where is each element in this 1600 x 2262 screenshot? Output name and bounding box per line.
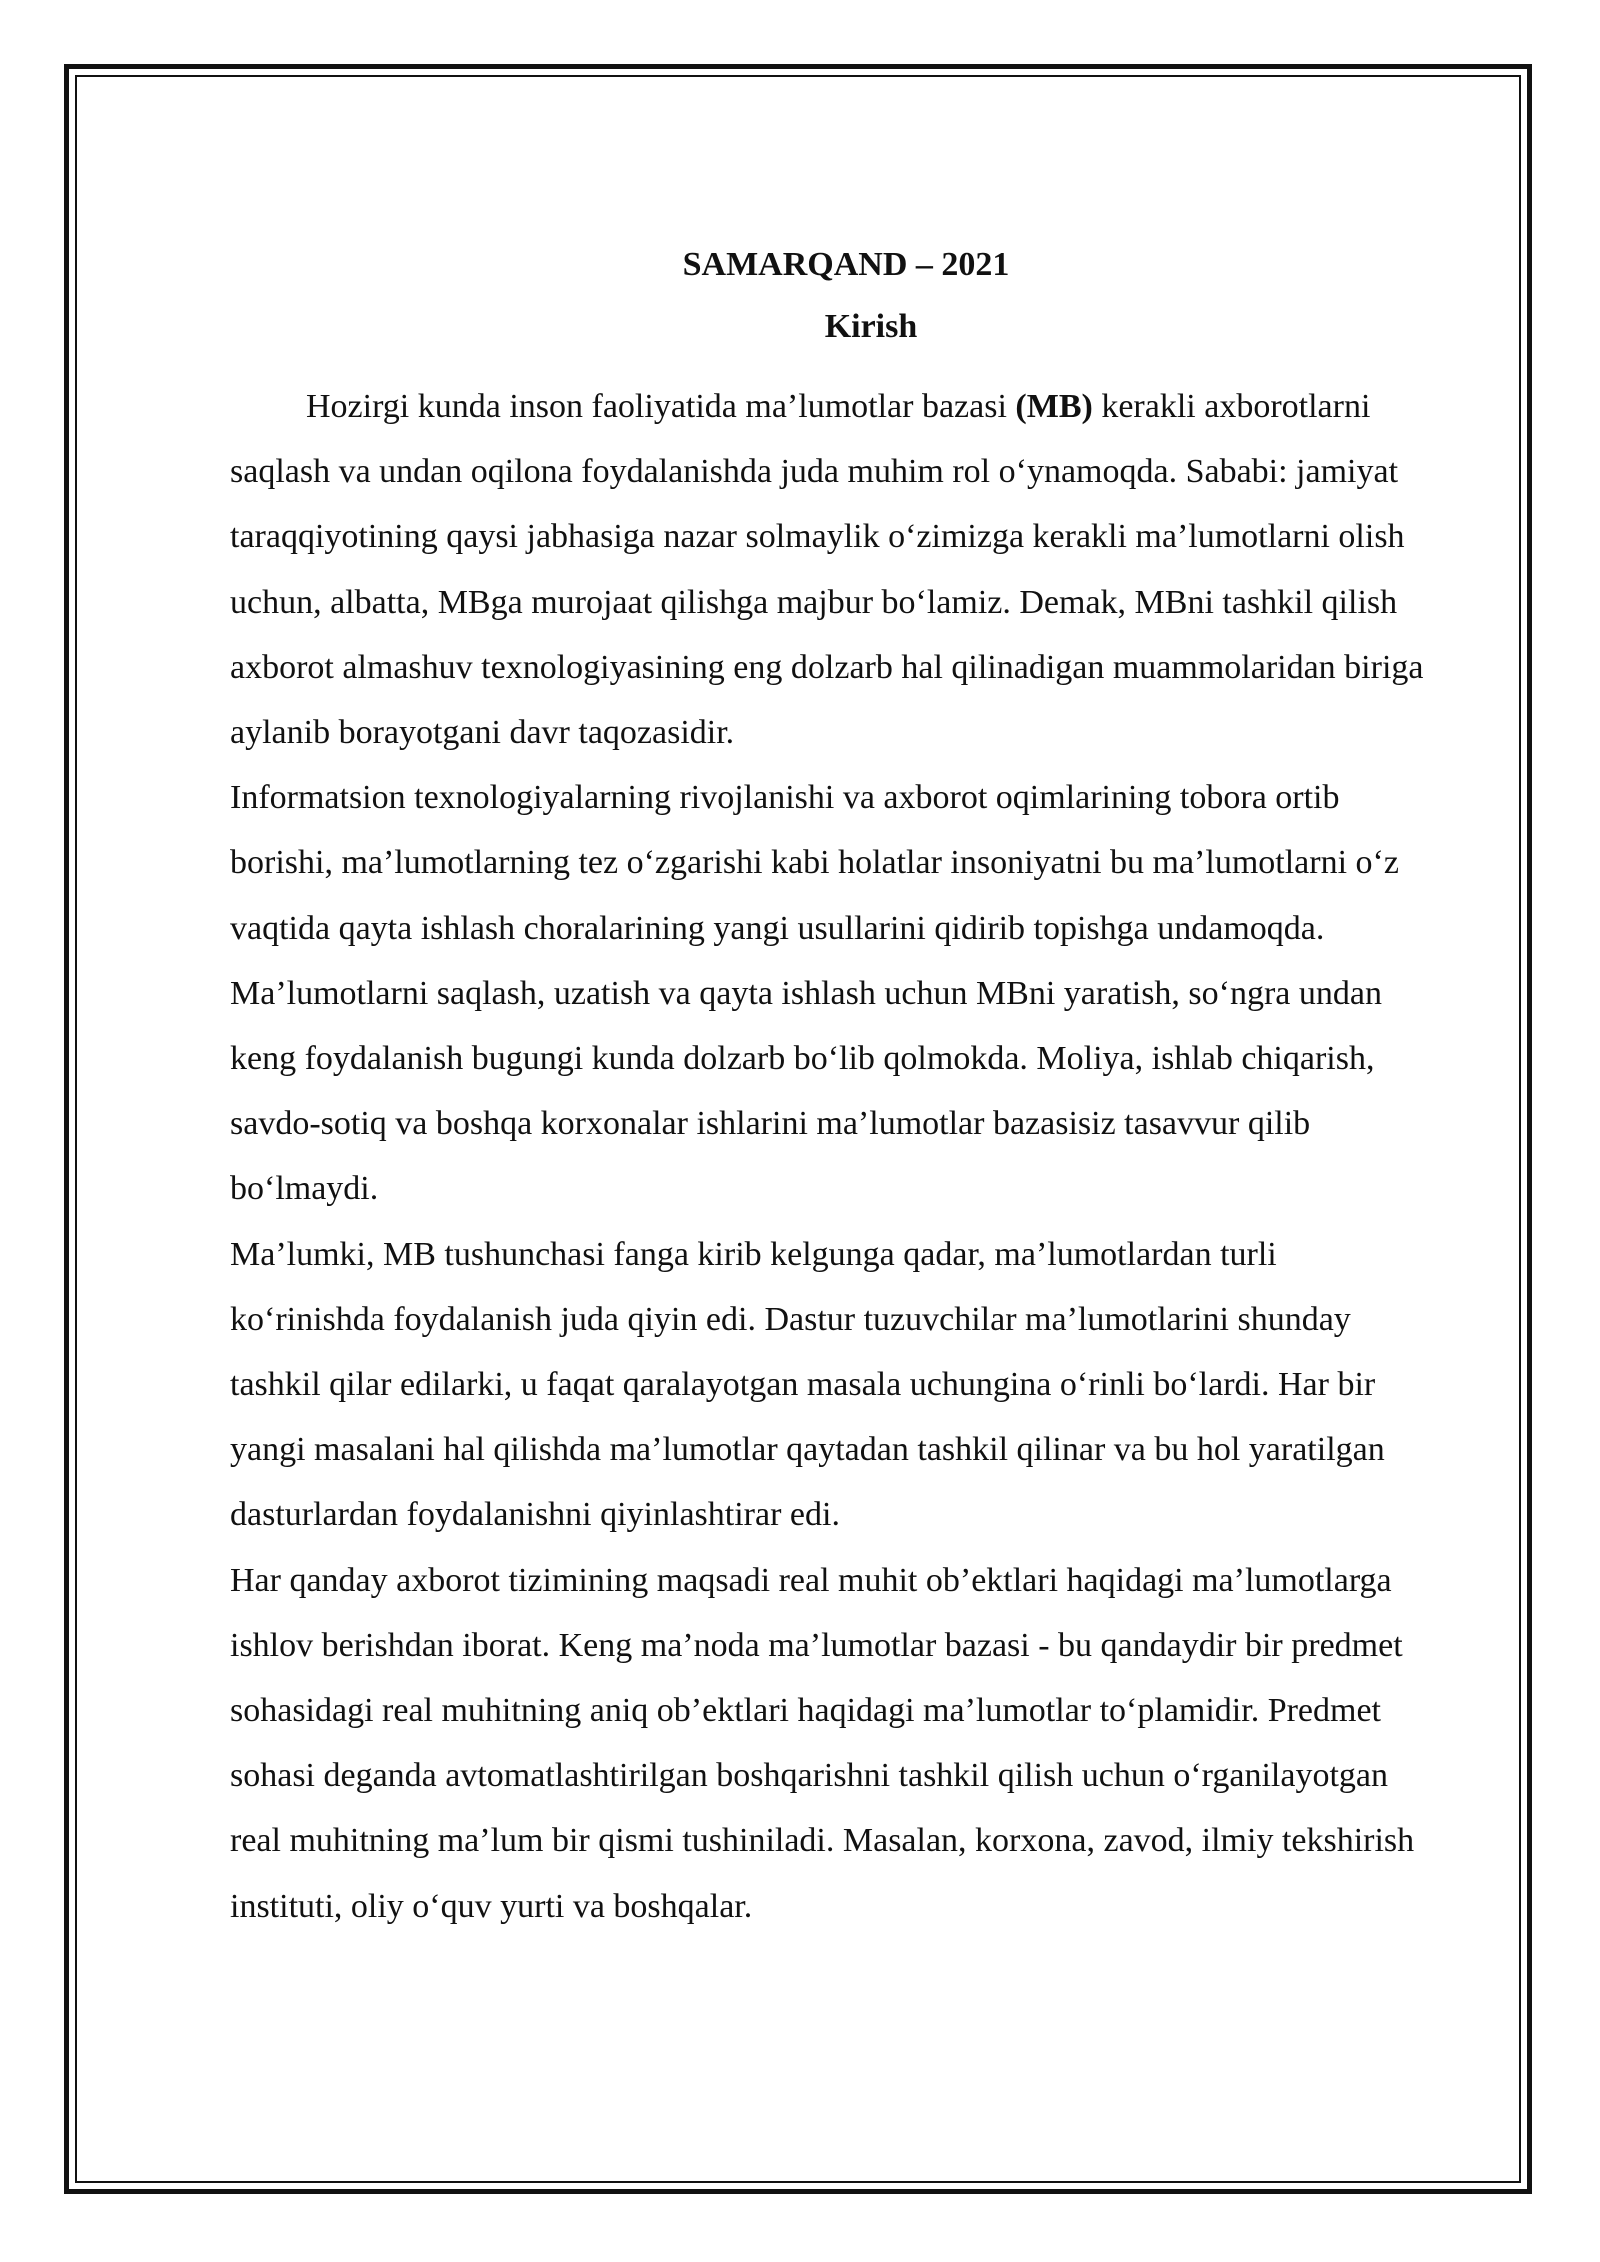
document-content (230, 240, 1440, 1939)
paragraph-mb-history: Ma’lumki, MB tushunchasi fanga kirib kelgunga qadar, ma’lumotlardan turli ko‘rinishda foydalanish juda qiyin edi. Dastur tuzuvchilar ma’lumotlarini shunday tashkil qilar edilarki, u faqat qaralayotgan masala uchungina o‘rinli bo‘lardi. Har bir yangi masalani hal qilishda ma’lumotlar qaytadan tashkil qilinar va bu hol yaratilgan dasturlardan foydalanishni qiyinlashtirar edi. (230, 1235, 1385, 1534)
paragraph-intro-text-end: kerakli axborotlarni saqlash va undan oqilona foydalanishda juda muhim rol o‘ynamoqda. Sababi: jamiyat taraqqiyotining qaysi jabhasiga nazar solmaylik o‘zimizga kerakli ma’lumotlarni olish uchun, albatta, MBga murojaat qilishga majbur bo‘lamiz. Demak, MBni tashkil qilish axborot almashuv texnologiyasining eng dolzarb hal qilinadigan muammolaridan biriga aylanib borayotgani davr taqozasidir. (230, 388, 1424, 752)
paragraph-intro (230, 374, 1440, 765)
mb-abbreviation: (MB) (1015, 388, 1093, 425)
paragraph-intro-text-start: Hozirgi kunda inson faoliyatida ma’lumotlar bazasi (306, 388, 1016, 425)
paragraph-information-technology: Informatsion texnologiyalarning rivojlanishi va axborot oqimlarining tobora ortib borishi, ma’lumotlarning tez o‘zgarishi kabi holatlar insoniyatni bu ma’lumotlarni o‘z vaqtida qayta ishlash choralarining yangi usullarini qidirib topishga undamoqda. Ma’lumotlarni saqlash, uzatish va qayta ishlash uchun MBni yaratish, so‘ngra undan keng foydalanish bugungi kunda dolzarb bo‘lib qolmokda. Moliya, ishlab chiqarish, savdo-sotiq va boshqa korxonalar ishlarini ma’lumotlar bazasisiz tasavvur qilib bo‘lmaydi. (230, 779, 1399, 1208)
paragraph-information-system: Har qanday axborot tizimining maqsadi real muhit ob’ektlari haqidagi ma’lumotlarga ishlov berishdan iborat. Keng ma’noda ma’lumotlar bazasi - bu qandaydir bir predmet sohasidagi real muhitning aniq ob’ektlari haqidagi ma’lumotlar to‘plamidir. Predmet sohasi deganda avtomatlashtirilgan boshqarishni tashkil qilish uchun o‘rganilayotgan real muhitning ma’lum bir qismi tushiniladi. Masalan, korxona, zavod, ilmiy tekshirish instituti, oliy o‘quv yurti va boshqalar. (230, 1561, 1415, 1925)
city-year-heading: SAMARQAND – 2021 (682, 246, 1010, 283)
section-title: Kirish (824, 308, 918, 345)
